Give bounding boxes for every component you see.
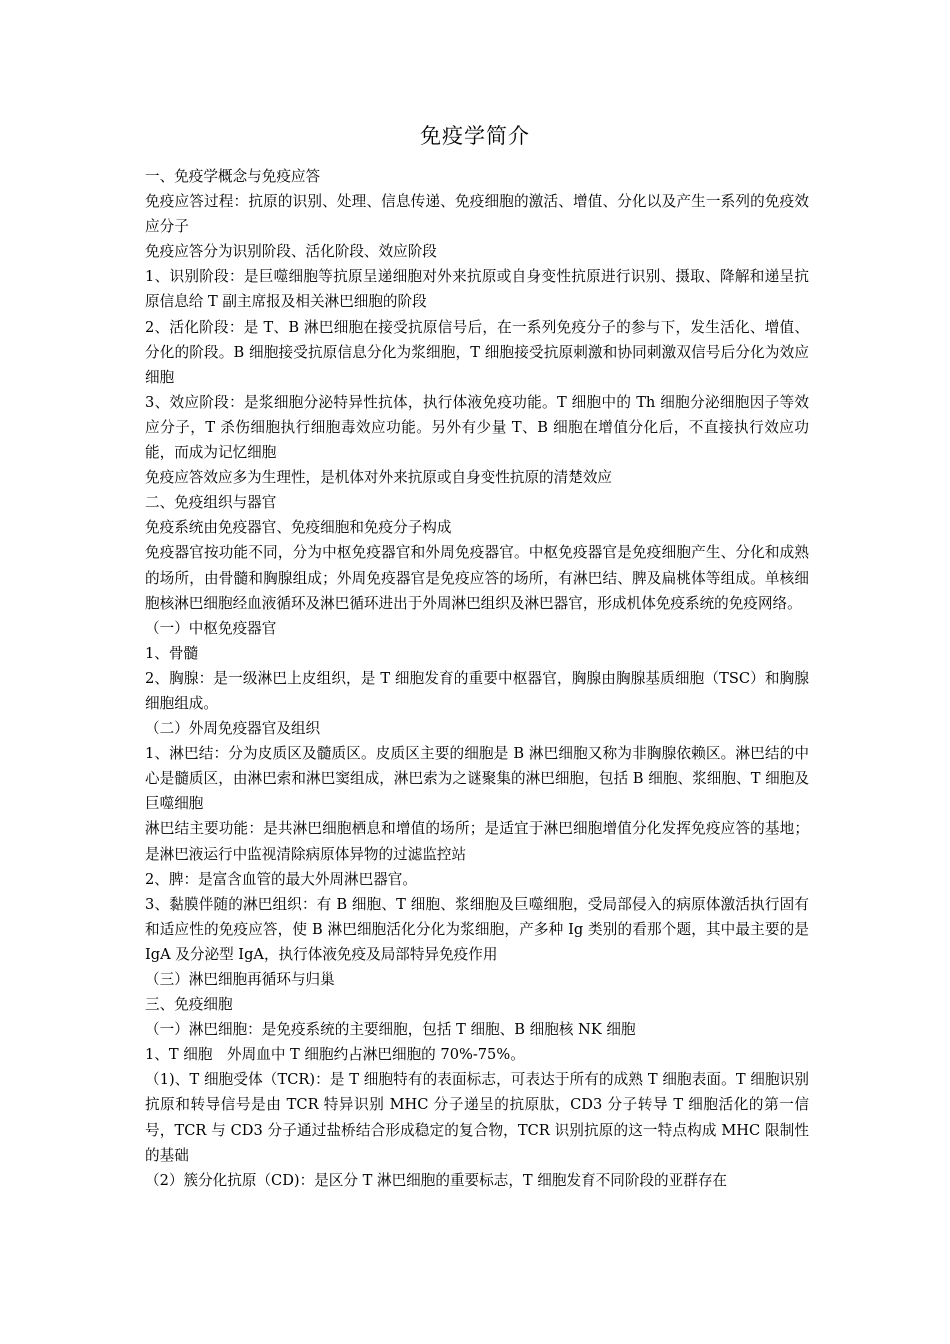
section-heading: 二、免疫组织与器官	[145, 494, 277, 512]
paragraph: 淋巴结主要功能：是共淋巴细胞栖息和增值的场所；是适宜于淋巴细胞增值分化发挥免疫应答的基地；是淋巴液运行中监视清除病原体异物的过滤监控站	[145, 820, 809, 863]
paragraph: （2）簇分化抗原（CD)：是区分 T 淋巴细胞的重要标志，T 细胞发育不同阶段的亚群存在	[145, 1171, 728, 1189]
paragraph: 2、脾：是富含血管的最大外周淋巴器官。	[145, 870, 417, 888]
subsection-heading: （一）中枢免疫器官	[145, 619, 277, 637]
paragraph: 免疫应答过程：抗原的识别、处理、信息传递、免疫细胞的激活、增值、分化以及产生一系列的免疫效应分子	[145, 193, 809, 236]
document-body	[145, 164, 809, 1193]
paragraph: 免疫应答效应多为生理性，是机体对外来抗原或自身变性抗原的清楚效应	[145, 469, 613, 487]
paragraph: 免疫系统由免疫器官、免疫细胞和免疫分子构成	[145, 519, 452, 537]
section-heading: 三、免疫细胞	[145, 996, 233, 1014]
paragraph: 3、黏膜伴随的淋巴组织：有 B 细胞、T 细胞、浆细胞及巨噬细胞，受局部侵入的病原体激活执行固有和适应性的免疫应答，使 B 淋巴细胞活化分化为浆细胞，产多种 Ig 类别的看那个题，其中最主要的是 IgA 及分泌型 IgA，执行体液免疫及局部特异免疫作用	[145, 895, 809, 963]
paragraph: 免疫器官按功能不同，分为中枢免疫器官和外周免疫器官。中枢免疫器官是免疫细胞产生、分化和成熟的场所，由骨髓和胸腺组成；外周免疫器官是免疫应答的场所，有淋巴结、脾及扁桃体等组成。单核细胞核淋巴细胞经血液循环及淋巴循环进出于外周淋巴组织及淋巴器官，形成机体免疫系统的免疫网络。	[145, 544, 809, 612]
paragraph: 1、骨髓	[145, 644, 199, 662]
paragraph: 1、识别阶段：是巨噬细胞等抗原呈递细胞对外来抗原或自身变性抗原进行识别、摄取、降解和递呈抗原信息给 T 副主席报及相关淋巴细胞的阶段	[145, 268, 809, 311]
paragraph: 2、活化阶段：是 T、B 淋巴细胞在接受抗原信号后，在一系列免疫分子的参与下，发生活化、增值、分化的阶段。B 细胞接受抗原信息分化为浆细胞，T 细胞接受抗原刺激和协同刺激双信号后分化为效应细胞	[145, 318, 809, 386]
subsection-heading: （二）外周免疫器官及组织	[145, 720, 321, 738]
subsection-heading: （三）淋巴细胞再循环与归巢	[145, 971, 335, 988]
paragraph: （1)、T 细胞受体（TCR)：是 T 细胞特有的表面标志，可表达于所有的成熟 T 细胞表面。T 细胞识别抗原和转导信号是由 TCR 特异识别 MHC 分子递呈的抗原肽，CD3 分子转导 T 细胞活化的第一信号，TCR 与 CD3 分子通过盐桥结合形成稳定的复合物，TCR 识别抗原的这一特点构成 MHC 限制性的基础	[145, 1071, 809, 1164]
section-heading: 一、免疫学概念与免疫应答	[145, 168, 321, 185]
paragraph: 1、T 细胞 外周血中 T 细胞约占淋巴细胞的 70%-75%。	[145, 1046, 525, 1064]
subsection-heading: （一）淋巴细胞：是免疫系统的主要细胞，包括 T 细胞、B 细胞核 NK 细胞	[145, 1021, 636, 1039]
paragraph: 2、胸腺：是一级淋巴上皮组织，是 T 细胞发育的重要中枢器官，胸腺由胸腺基质细胞（TSC）和胸腺细胞组成。	[145, 669, 809, 712]
document-title: 免疫学简介	[420, 124, 530, 148]
paragraph: 3、效应阶段：是浆细胞分泌特异性抗体，执行体液免疫功能。T 细胞中的 Th 细胞分泌细胞因子等效应分子，T 杀伤细胞执行细胞毒效应功能。另外有少量 T、B 细胞在增值分化后，不直接执行效应功能，而成为记忆细胞	[145, 393, 809, 462]
paragraph: 免疫应答分为识别阶段、活化阶段、效应阶段	[145, 243, 437, 261]
paragraph: 1、淋巴结：分为皮质区及髓质区。皮质区主要的细胞是 B 淋巴细胞又称为非胸腺依赖区。淋巴结的中心是髓质区，由淋巴索和淋巴窦组成，淋巴索为之谜聚集的淋巴细胞，包括 B 细胞、浆细胞、T 细胞及巨噬细胞	[145, 745, 809, 813]
